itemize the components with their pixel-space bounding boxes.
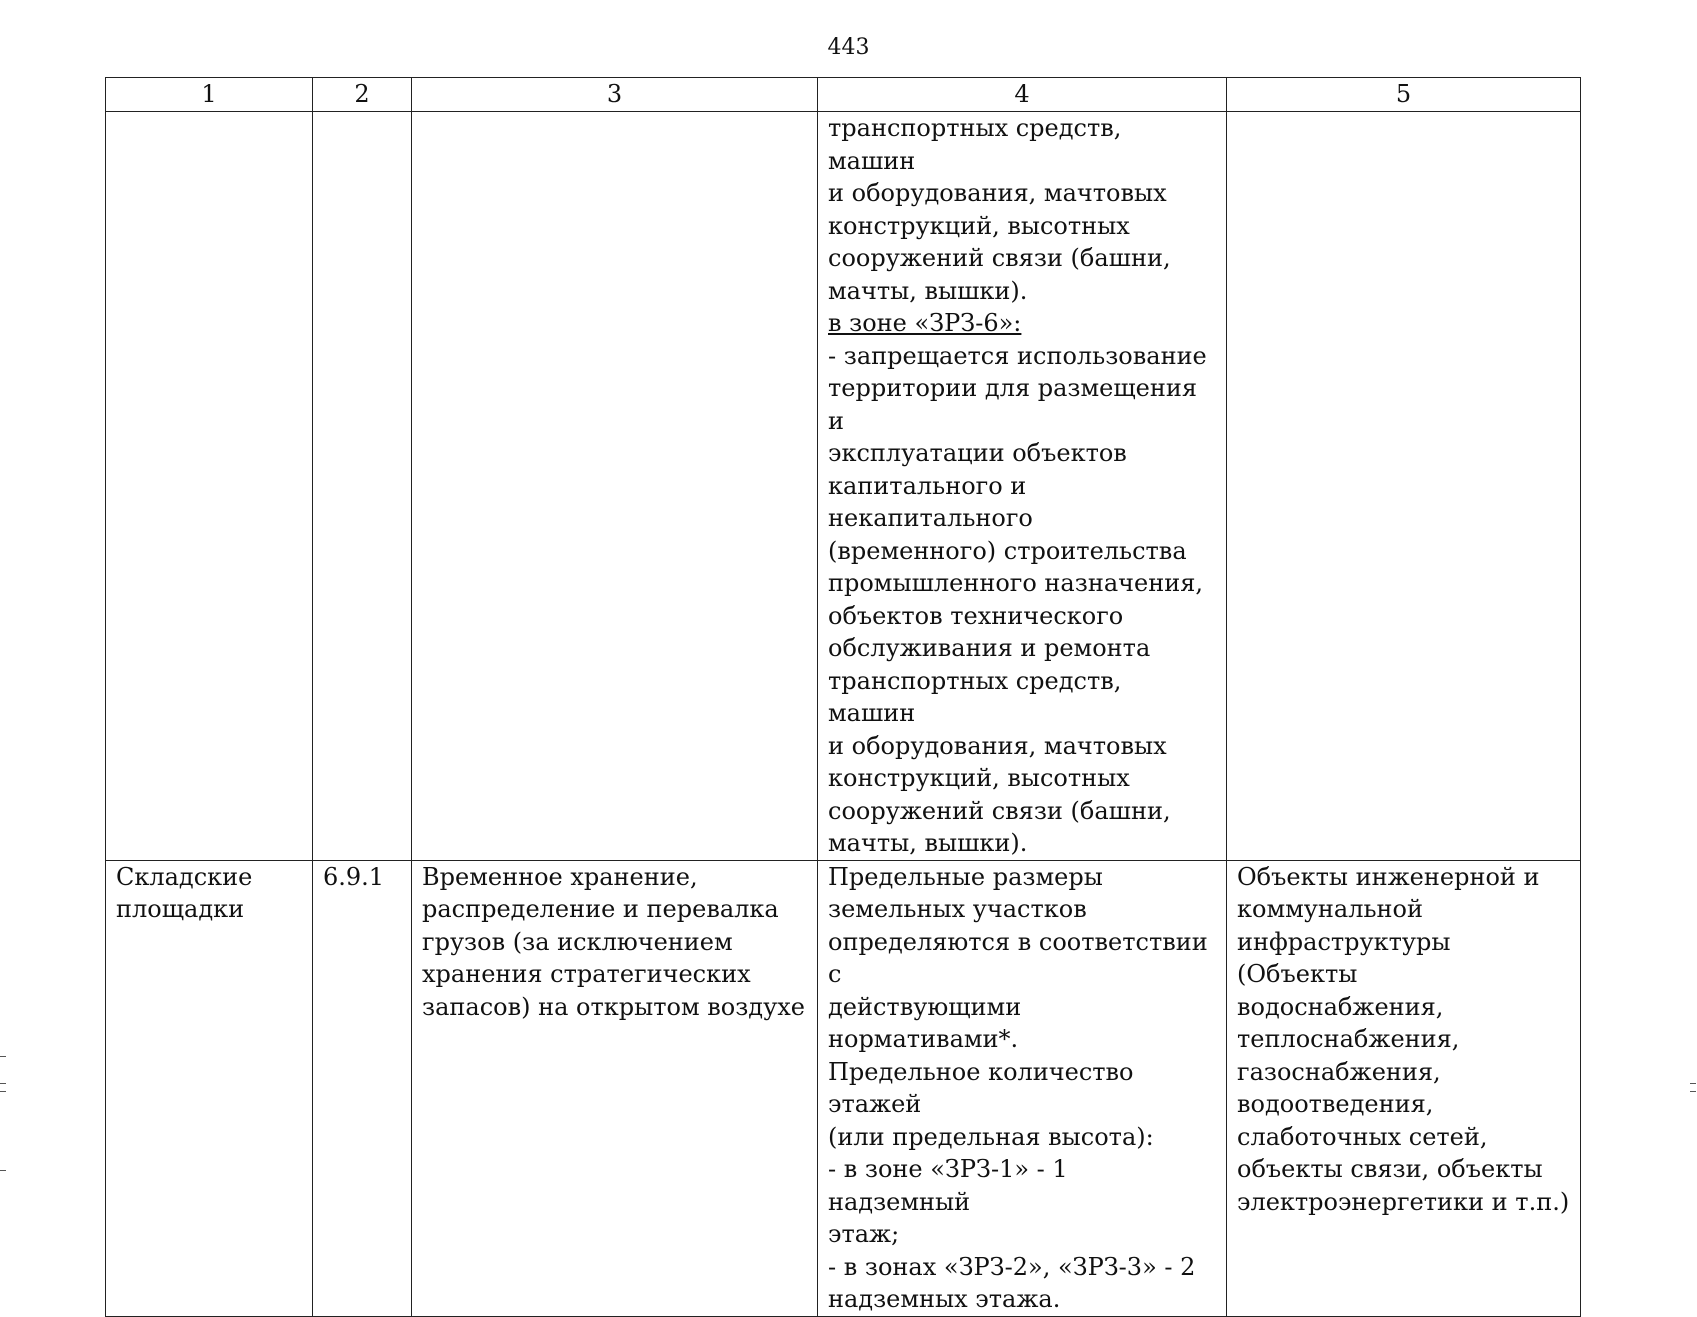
row1-col3: [412, 112, 818, 861]
land-use-description-text: Временное хранение, распределение и перевалка грузов (за исключением хранения стратегических запасов) на открытом воздухе: [422, 862, 805, 1021]
header-col-2: 2: [313, 78, 412, 112]
scan-edge-mark: [0, 1083, 6, 1084]
land-use-code-text: 6.9.1: [323, 862, 385, 891]
row2-col3-description: [412, 860, 818, 1316]
header-col-1: 1: [106, 78, 313, 112]
page-number: 443: [827, 35, 870, 60]
header-col-5: 5: [1227, 78, 1581, 112]
regulations-table: [105, 77, 1581, 1317]
row2-col5-auxiliary-uses: [1227, 860, 1581, 1316]
parameters-text: Предельные размеры земельных участков определяются в соответствии с действующими нормативами*. Предельное количество этажей (или предельная высота): - в зоне «ЗРЗ-1» - 1 надземный этаж; - в зонах «ЗРЗ-2», «ЗРЗ-3» - 2 надземных этажа.: [828, 862, 1208, 1313]
land-use-name-text: Складские площадки: [116, 862, 253, 923]
scan-edge-mark: [1690, 1083, 1696, 1084]
scan-edge-mark: [0, 1056, 6, 1057]
header-row: [106, 78, 1581, 112]
row2-col4-parameters: [818, 860, 1227, 1316]
scan-edge-mark: [0, 1170, 6, 1171]
row2-col2-code: [313, 860, 412, 1316]
header-col-4: 4: [818, 78, 1227, 112]
scan-edge-mark: [1690, 1091, 1696, 1092]
row2-col1-land-use-name: [106, 860, 313, 1316]
row1-col5: [1227, 112, 1581, 861]
row1-col4: [818, 112, 1227, 861]
row1-col4-zrz6-restrictions: - запрещается использование территории для размещения и эксплуатации объектов капитального и некапитального (временного) строительства промышленного назначения, объектов технического обслуживания и ремонта транспортных средств, машин и оборудования, мачтовых конструкций, высотных сооружений связи (башни, мачты, вышки).: [828, 341, 1207, 857]
zone-heading-zrz6: в зоне «ЗРЗ-6»:: [828, 309, 1022, 337]
row1-col1: [106, 112, 313, 861]
row1-col2: [313, 112, 412, 861]
scan-edge-mark: [0, 1091, 6, 1092]
row1-col4-text-continued: транспортных средств, машин и оборудования, мачтовых конструкций, высотных сооружений связи (башни, мачты, вышки).: [828, 114, 1171, 305]
auxiliary-uses-text: Объекты инженерной и коммунальной инфраструктуры (Объекты водоснабжения, теплоснабжения, газоснабжения, водоотведения, слаботочных сетей, объекты связи, объекты электроэнергетики и т.п.): [1237, 862, 1570, 1216]
table-row: [106, 860, 1581, 1316]
header-col-3: 3: [412, 78, 818, 112]
table-row: [106, 112, 1581, 861]
